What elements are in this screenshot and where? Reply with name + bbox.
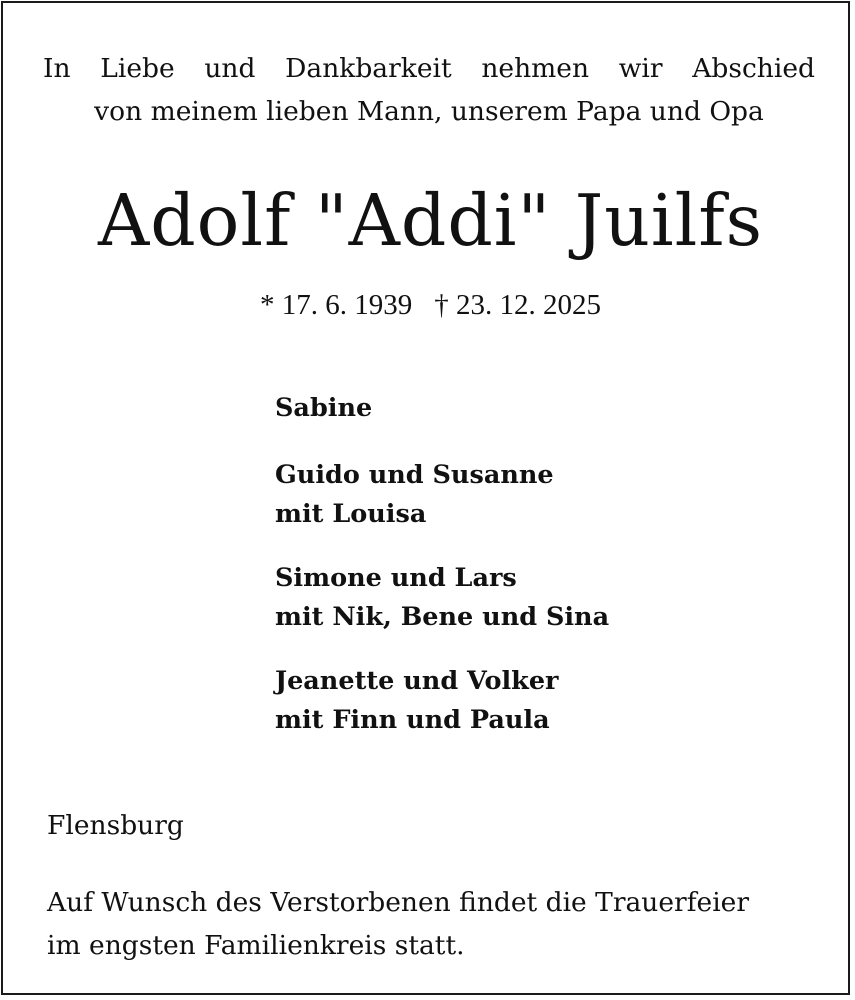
intro-text [43,47,815,133]
mourner-group [275,559,609,637]
death-date: † 23. 12. 2025 [434,289,601,321]
birth-date: * 17. 6. 1939 [260,289,413,321]
intro-line: von meinem lieben Mann, unserem Papa und Opa [94,96,764,127]
place-name: Flensburg [47,810,184,841]
closing-line: Auf Wunsch des Verstorbenen findet die Trauerfeier [47,887,750,918]
life-dates [3,285,855,325]
mourner-group [275,389,609,428]
mourner-line: mit Finn und Paula [275,705,550,735]
mourner-line: mit Louisa [275,499,427,529]
intro-line: In Liebe und Dankbarkeit nehmen wir Abschied [43,53,815,84]
closing-notice [47,881,749,967]
deceased-name: Adolf "Addi" Juilfs [97,179,764,262]
closing-line: im engsten Familienkreis statt. [47,930,465,961]
mourner-group [275,662,609,740]
mourner-line: Sabine [275,393,373,423]
mourner-line: Simone und Lars [275,563,517,593]
mourner-line: Jeanette und Volker [275,666,559,696]
mourner-line: mit Nik, Bene und Sina [275,602,610,632]
mourner-line: Guido und Susanne [275,460,554,490]
mourners-list [275,389,609,765]
obituary-frame [1,1,850,995]
mourner-group [275,456,609,534]
